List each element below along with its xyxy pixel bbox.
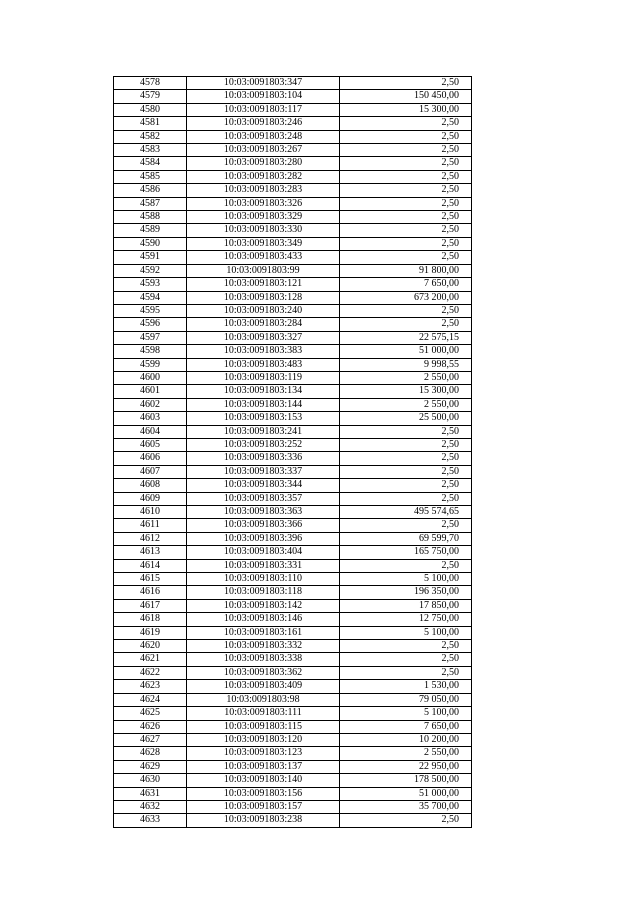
value-cell: 2,50 [340,666,472,679]
value-cell: 2,50 [340,304,472,317]
table-row [114,130,472,143]
cadastral-number-cell: 10:03:0091803:344 [187,479,340,492]
value-cell: 673 200,00 [340,291,472,304]
cadastral-number-cell: 10:03:0091803:134 [187,385,340,398]
row-number-cell: 4599 [114,358,187,371]
table-row [114,640,472,653]
table-row [114,438,472,451]
row-number-cell: 4597 [114,331,187,344]
row-number-cell: 4598 [114,345,187,358]
row-number-cell: 4581 [114,117,187,130]
cadastral-number-cell: 10:03:0091803:330 [187,224,340,237]
row-number-cell: 4591 [114,251,187,264]
cadastral-number-cell: 10:03:0091803:483 [187,358,340,371]
value-cell: 2,50 [340,519,472,532]
cadastral-number-cell: 10:03:0091803:144 [187,398,340,411]
cadastral-number-cell: 10:03:0091803:383 [187,345,340,358]
value-cell: 2,50 [340,251,472,264]
cadastral-number-cell: 10:03:0091803:252 [187,438,340,451]
table-row [114,304,472,317]
row-number-cell: 4618 [114,613,187,626]
value-cell: 2,50 [340,452,472,465]
value-cell: 2,50 [340,425,472,438]
value-cell: 35 700,00 [340,800,472,813]
value-cell: 7 650,00 [340,720,472,733]
cadastral-number-cell: 10:03:0091803:280 [187,157,340,170]
cadastral-number-cell: 10:03:0091803:409 [187,680,340,693]
row-number-cell: 4629 [114,760,187,773]
row-number-cell: 4595 [114,304,187,317]
cadastral-number-cell: 10:03:0091803:115 [187,720,340,733]
cadastral-number-cell: 10:03:0091803:111 [187,707,340,720]
value-cell: 25 500,00 [340,412,472,425]
table-row [114,211,472,224]
value-cell: 79 050,00 [340,693,472,706]
cadastral-number-cell: 10:03:0091803:363 [187,506,340,519]
row-number-cell: 4590 [114,237,187,250]
row-number-cell: 4596 [114,318,187,331]
cadastral-number-cell: 10:03:0091803:240 [187,304,340,317]
row-number-cell: 4605 [114,438,187,451]
table-row [114,184,472,197]
table-row [114,412,472,425]
row-number-cell: 4630 [114,774,187,787]
row-number-cell: 4582 [114,130,187,143]
table-row [114,291,472,304]
cadastral-number-cell: 10:03:0091803:366 [187,519,340,532]
cadastral-number-cell: 10:03:0091803:238 [187,814,340,827]
value-cell: 15 300,00 [340,103,472,116]
row-number-cell: 4625 [114,707,187,720]
table-row [114,626,472,639]
cadastral-number-cell: 10:03:0091803:121 [187,278,340,291]
table-row [114,559,472,572]
value-cell: 7 650,00 [340,278,472,291]
cadastral-number-cell: 10:03:0091803:338 [187,653,340,666]
row-number-cell: 4583 [114,144,187,157]
table-row [114,103,472,116]
cadastral-number-cell: 10:03:0091803:99 [187,264,340,277]
cadastral-number-cell: 10:03:0091803:331 [187,559,340,572]
value-cell: 2,50 [340,144,472,157]
value-cell: 196 350,00 [340,586,472,599]
row-number-cell: 4609 [114,492,187,505]
row-number-cell: 4631 [114,787,187,800]
row-number-cell: 4632 [114,800,187,813]
table-row [114,117,472,130]
cadastral-number-cell: 10:03:0091803:248 [187,130,340,143]
cadastral-number-cell: 10:03:0091803:146 [187,613,340,626]
row-number-cell: 4587 [114,197,187,210]
value-cell: 2,50 [340,117,472,130]
value-cell: 51 000,00 [340,345,472,358]
row-number-cell: 4592 [114,264,187,277]
row-number-cell: 4593 [114,278,187,291]
cadastral-number-cell: 10:03:0091803:241 [187,425,340,438]
table-row [114,358,472,371]
value-cell: 2,50 [340,184,472,197]
row-number-cell: 4626 [114,720,187,733]
table-row [114,546,472,559]
cadastral-number-cell: 10:03:0091803:153 [187,412,340,425]
row-number-cell: 4579 [114,90,187,103]
row-number-cell: 4615 [114,573,187,586]
row-number-cell: 4589 [114,224,187,237]
cadastral-number-cell: 10:03:0091803:110 [187,573,340,586]
row-number-cell: 4604 [114,425,187,438]
row-number-cell: 4580 [114,103,187,116]
row-number-cell: 4623 [114,680,187,693]
value-cell: 165 750,00 [340,546,472,559]
cadastral-number-cell: 10:03:0091803:433 [187,251,340,264]
cadastral-number-cell: 10:03:0091803:267 [187,144,340,157]
table-row [114,586,472,599]
table-row [114,774,472,787]
cadastral-number-cell: 10:03:0091803:284 [187,318,340,331]
row-number-cell: 4627 [114,733,187,746]
value-cell: 495 574,65 [340,506,472,519]
cadastral-number-cell: 10:03:0091803:327 [187,331,340,344]
value-cell: 2,50 [340,130,472,143]
row-number-cell: 4612 [114,532,187,545]
row-number-cell: 4619 [114,626,187,639]
table-row [114,144,472,157]
cadastral-number-cell: 10:03:0091803:246 [187,117,340,130]
table-row [114,398,472,411]
table-row [114,532,472,545]
row-number-cell: 4603 [114,412,187,425]
cadastral-number-cell: 10:03:0091803:357 [187,492,340,505]
cadastral-number-cell: 10:03:0091803:117 [187,103,340,116]
value-cell: 178 500,00 [340,774,472,787]
table-row [114,666,472,679]
value-cell: 10 200,00 [340,733,472,746]
value-cell: 5 100,00 [340,626,472,639]
value-cell: 2,50 [340,438,472,451]
row-number-cell: 4606 [114,452,187,465]
value-cell: 2 550,00 [340,371,472,384]
table-row [114,573,472,586]
value-cell: 2,50 [340,77,472,90]
table-row [114,814,472,827]
table-row [114,707,472,720]
table-row [114,264,472,277]
value-cell: 2,50 [340,237,472,250]
table-row [114,680,472,693]
table-row [114,385,472,398]
cadastral-number-cell: 10:03:0091803:120 [187,733,340,746]
value-cell: 91 800,00 [340,264,472,277]
table-row [114,251,472,264]
table-row [114,733,472,746]
cadastral-value-table [113,76,472,828]
cadastral-number-cell: 10:03:0091803:157 [187,800,340,813]
table-row [114,506,472,519]
value-cell: 2,50 [340,465,472,478]
cadastral-number-cell: 10:03:0091803:119 [187,371,340,384]
value-cell: 22 950,00 [340,760,472,773]
row-number-cell: 4621 [114,653,187,666]
cadastral-number-cell: 10:03:0091803:142 [187,599,340,612]
table-row [114,371,472,384]
row-number-cell: 4578 [114,77,187,90]
cadastral-number-cell: 10:03:0091803:137 [187,760,340,773]
cadastral-number-cell: 10:03:0091803:282 [187,170,340,183]
table-row [114,599,472,612]
cadastral-number-cell: 10:03:0091803:347 [187,77,340,90]
value-cell: 2,50 [340,224,472,237]
row-number-cell: 4614 [114,559,187,572]
row-number-cell: 4633 [114,814,187,827]
table-row [114,787,472,800]
table-row [114,465,472,478]
table-row [114,747,472,760]
cadastral-number-cell: 10:03:0091803:396 [187,532,340,545]
row-number-cell: 4588 [114,211,187,224]
value-cell: 2,50 [340,653,472,666]
table-row [114,653,472,666]
value-cell: 17 850,00 [340,599,472,612]
table-row [114,800,472,813]
row-number-cell: 4610 [114,506,187,519]
row-number-cell: 4601 [114,385,187,398]
table-row [114,693,472,706]
cadastral-number-cell: 10:03:0091803:349 [187,237,340,250]
cadastral-number-cell: 10:03:0091803:128 [187,291,340,304]
table-row [114,237,472,250]
value-cell: 2 550,00 [340,747,472,760]
value-cell: 5 100,00 [340,573,472,586]
table-row [114,760,472,773]
cadastral-number-cell: 10:03:0091803:118 [187,586,340,599]
row-number-cell: 4616 [114,586,187,599]
value-cell: 2,50 [340,170,472,183]
table-row [114,331,472,344]
value-cell: 2,50 [340,640,472,653]
cadastral-number-cell: 10:03:0091803:337 [187,465,340,478]
table-row [114,613,472,626]
row-number-cell: 4611 [114,519,187,532]
table-row [114,318,472,331]
cadastral-number-cell: 10:03:0091803:326 [187,197,340,210]
row-number-cell: 4602 [114,398,187,411]
value-cell: 2,50 [340,814,472,827]
value-cell: 2,50 [340,157,472,170]
value-cell: 5 100,00 [340,707,472,720]
row-number-cell: 4584 [114,157,187,170]
cadastral-number-cell: 10:03:0091803:161 [187,626,340,639]
table-row [114,345,472,358]
cadastral-number-cell: 10:03:0091803:140 [187,774,340,787]
row-number-cell: 4617 [114,599,187,612]
cadastral-number-cell: 10:03:0091803:283 [187,184,340,197]
cadastral-number-cell: 10:03:0091803:329 [187,211,340,224]
row-number-cell: 4620 [114,640,187,653]
value-cell: 2 550,00 [340,398,472,411]
table-row [114,720,472,733]
value-cell: 1 530,00 [340,680,472,693]
value-cell: 51 000,00 [340,787,472,800]
table-row [114,479,472,492]
cadastral-number-cell: 10:03:0091803:156 [187,787,340,800]
value-cell: 9 998,55 [340,358,472,371]
row-number-cell: 4622 [114,666,187,679]
table-row [114,77,472,90]
value-cell: 69 599,70 [340,532,472,545]
cadastral-number-cell: 10:03:0091803:332 [187,640,340,653]
cadastral-number-cell: 10:03:0091803:123 [187,747,340,760]
table-body [114,77,472,828]
value-cell: 2,50 [340,479,472,492]
table-row [114,157,472,170]
value-cell: 15 300,00 [340,385,472,398]
cadastral-number-cell: 10:03:0091803:404 [187,546,340,559]
table-row [114,197,472,210]
value-cell: 150 450,00 [340,90,472,103]
value-cell: 22 575,15 [340,331,472,344]
cadastral-number-cell: 10:03:0091803:98 [187,693,340,706]
cadastral-number-cell: 10:03:0091803:336 [187,452,340,465]
table-row [114,278,472,291]
row-number-cell: 4600 [114,371,187,384]
row-number-cell: 4628 [114,747,187,760]
table-row [114,425,472,438]
table-row [114,224,472,237]
row-number-cell: 4613 [114,546,187,559]
row-number-cell: 4624 [114,693,187,706]
row-number-cell: 4594 [114,291,187,304]
row-number-cell: 4586 [114,184,187,197]
table-row [114,492,472,505]
cadastral-number-cell: 10:03:0091803:104 [187,90,340,103]
value-cell: 12 750,00 [340,613,472,626]
value-cell: 2,50 [340,559,472,572]
table-row [114,90,472,103]
row-number-cell: 4585 [114,170,187,183]
value-cell: 2,50 [340,318,472,331]
table-row [114,170,472,183]
value-cell: 2,50 [340,197,472,210]
value-cell: 2,50 [340,211,472,224]
row-number-cell: 4608 [114,479,187,492]
table-row [114,519,472,532]
value-cell: 2,50 [340,492,472,505]
table-row [114,452,472,465]
cadastral-number-cell: 10:03:0091803:362 [187,666,340,679]
row-number-cell: 4607 [114,465,187,478]
